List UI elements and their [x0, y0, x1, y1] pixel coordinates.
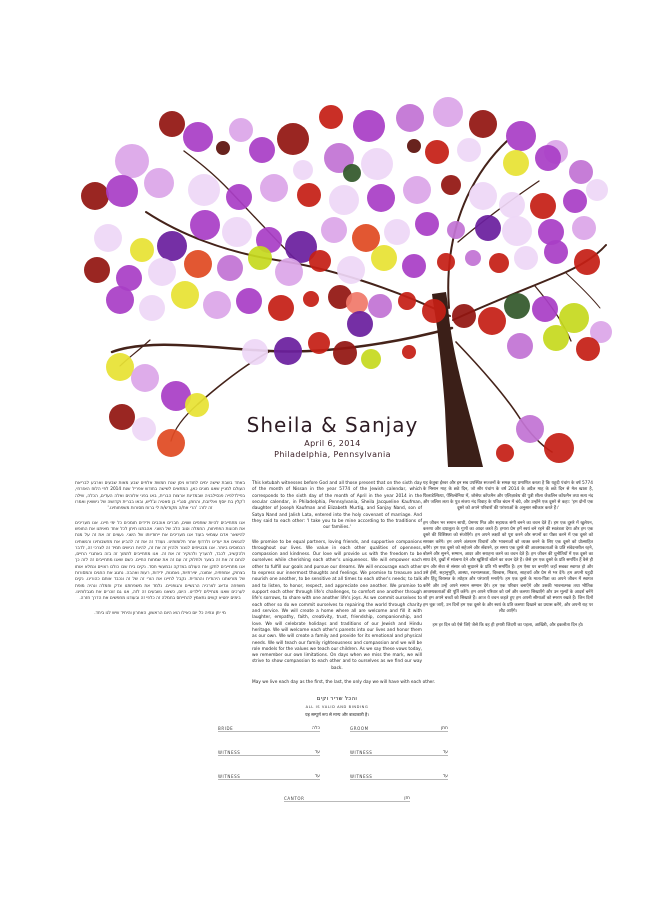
witness-signature-line [218, 746, 320, 756]
witness-label-hebrew: עד [442, 774, 448, 779]
validity-statement-hebrew: והכל שריר וקים [316, 696, 358, 703]
hindi-closing-line: हम हर दिन को ऐसे जिएँ जैसे कि वह ही हमारी जिंदगी का पहला, आखिरी, और इकलौता दिन हो। [432, 623, 584, 629]
validity-statement-hindi: यह सम्पूर्ण रूप से मान्य और बाध्यकारी है। [305, 711, 369, 717]
hindi-paragraph-2: हम जीवन भर समान साथी, प्रेममय मित्र और सहायक संगी बनने का वचन देते हैं। हम एक दूसरे में खुलेपन, करुणा और दयालुता के गुणों का आदर करते हैं। हमारा प्रेम हमें स्वयं बने रहने की स्वतंत्रता देगा और हम एक दूसरे की विशिष्टता को संजोएँगे। हम अपने लक्ष्यों को पूरा करने और सपनों का पीछा करने में एक दूसरे को सशक्त करेंगे। हम अपने अंतरतम विचारों और भावनाओं को व्यक्त करने के लिए एक दूसरे को प्रोत्साहित करेंगे। हम एक दूसरे को सहेजने और सँवारने, हर समय एक दूसरे की आवश्यकताओं के प्रति संवेदनशील रहने, बोलने और सुनने, सम्मान, आदर और सराहना करने का वचन देते हैं। हम जीवन की चुनौतियों में एक दूसरे का साथ देने, दुखों में सांत्वना देने और खुशियाँ बाँटने का वचन देते हैं। जैसे हम एक दूसरे के प्रति समर्पित हैं वैसे ही दान और सेवा से संसार को सुधारने के प्रति भी समर्पित हैं। हम ऐसा घर बनाएँगे जहाँ सबका स्वागत हो और उसे हँसी, सहानुभूति, आस्था, रचनात्मकता, विश्वास, मित्रता, साहचर्य और प्रेम से भर देंगे। हम अपनी यहूदी और हिंदू विरासत के त्योहार और परंपराएँ मनाएँगे। हम एक दूसरे के माता-पिता का अपने जीवन में स्वागत करेंगे और उन्हें अपने समान सम्मान देंगे। हम एक परिवार बनाएँगे और उसकी भावनात्मक तथा भौतिक आवश्यकताओं की पूर्ति करेंगे। हम अपने परिवार को धर्म और करुणा सिखाएँगे और उन मूल्यों के आदर्श बनेंगे जो हम अपने बच्चों को सिखाते हैं। आज ये वचन कहते हुए हम अपनी सीमाओं को स्मरण रखते हैं। जिन दिनों हम चूक जाएँ, उन दिनों हम एक दूसरे के और स्वयं के प्रति करुणा दिखाने का प्रयास करेंगे, और अपनी राह पर लौट आएँगे। [423, 520, 593, 614]
bride-label: BRIDE [218, 726, 234, 731]
hebrew-text-column [75, 481, 245, 617]
hindi-text-column [423, 481, 593, 630]
hebrew-paragraph-2: אנו מתחייבים להיות שותפים שווים, חברים אוהבים וידידים תומכים כל ימי חיינו. אנו מעריכים את תכונות הפתיחות, החמלה וטוב הלב של השני. אהבתנו תיתן לכל אחד מאיתנו את החופש להישאר אדם עצמאי בעוד אנו מעריכים את ייחודיותו של השני. נעצים זה את זה על מנת להגשים את יעדינו ולרדוף אחר חלומותינו. נעודד זה את זה להביע את מחשבותינו ורגשותינו הכמוסים ביותר. אנו מבטיחים לנצור ולהזין זה את זה, להיות רגישים תמיד זה לצרכי זה, לדבר ולהקשיב, לכבד, להעריך ולהוקיר זה את זה. אנו מתחייבים לתמוך זה בזה באתגרי החיים, לנחם זה את זה בצער ולחלוק זה עם זה את שמחות החיים. כשם שאנו מתחייבים זה לזה כך אנו מתחייבים לתקן את העולם בצדקה ובמעשי חסד. נקים בית שבו כולם רצויים ונמלא אותו בצחוק, אמפתיה, אמונה, יצירתיות, נאמנות, ידידות, רעות ואהבה. נחגוג את החגים והמסורות של מורשתנו היהודית וההודית. נקבל לחיינו את הורי זה של זה ונכבד אותם כהורינו. נקים משפחה ונדאג לצרכיה הרגשיים והגופניים. נלמד את משפחתנו צדק וחמלה ונהיה מופת לערכים שאנו מנחילים לילדינו. היום, כשאנו נשבעים זה לזה, אנו גם זוכרים את מגבלותינו. בימים יחטיא קשים נתאמץ להתייחס בחמלה זה כלפי זה ובעודנו מחפשים את הדרך חזרה. [75, 520, 245, 602]
validity-statement-block [252, 695, 422, 718]
witness-label: WITNESS [350, 774, 373, 779]
signature-row-1 [218, 722, 448, 731]
signature-area [218, 716, 448, 806]
groom-label-hebrew: חתן [440, 726, 448, 731]
witness-label: WITNESS [218, 774, 241, 779]
hebrew-closing-line: מי יתן ונחיה כל יום כאילו הוא היום הראשון, האחרון והיחיד שיש לנו ביחד. [94, 610, 226, 616]
title-block [0, 414, 665, 459]
signature-row-3 [218, 770, 448, 779]
couple-names: Sheila & Sanjay [246, 413, 419, 437]
witness-label-hebrew: עד [442, 750, 448, 755]
groom-signature-line [350, 722, 448, 732]
cantor-label-hebrew: חזן [404, 796, 410, 801]
english-closing-line: May we live each day as the first, the last, the only day we will have with each other. [252, 680, 436, 686]
english-paragraph-1: This ketubah witnesses before God and all those present that on the sixth day of the month of Nissan in the year 5774 of the Jewish calendar, which corresponds to the sixth day of the month of April in the year 2014 in the secular calendar, in Philadelphia, Pennsylvania, Sheila Jacqueline Kaufman, daughter of Joseph Kaufman and Elizabeth Murtig, and Sanjay Nand, son of Satya Nand and Jalish Lata, entered into the holy covenant of marriage. And they said to each other: 'I take you to be mine according to the traditions of our families.' [252, 481, 422, 531]
bride-label-hebrew: כלה [312, 726, 320, 731]
signature-row-2 [218, 746, 448, 755]
cantor-signature-line [284, 792, 410, 802]
validity-statement-english: ALL IS VALID AND BINDING [305, 704, 369, 709]
cantor-label: CANTOR [284, 796, 305, 801]
wedding-location: Philadelphia, Pennsylvania [274, 450, 391, 459]
signature-row-cantor [218, 792, 448, 801]
english-text-column [252, 481, 436, 718]
groom-label: GROOM [350, 726, 369, 731]
bride-signature-line [218, 722, 320, 732]
hindi-paragraph-1: यह केतुबा ईश्वर और इन सब उपस्थित सज्जनों के समक्ष यह प्रमाणित करता है कि यहूदी पंचांग के वर्ष 5774 के निसान माह के छठे दिन, जो सौर पंचांग के वर्ष 2014 के अप्रैल माह के छठे दिन से मेल खाता है, फिलाडेल्फिया, पेंसिल्वेनिया में, जोसेफ कॉफमैन और एलिज़ाबेथ की पुत्री शीला जैकलिन कॉफमैन तथा सत्य नंद और जलिश लता के पुत्र संजय नंद विवाह के पवित्र बंधन में बंधे, और उन्होंने एक दूसरे से कहा: 'हम दोनों एक दूसरे को अपने परिवारों की परंपराओं के अनुसार स्वीकार करते हैं।' [423, 481, 593, 512]
witness-signature-line [218, 770, 320, 780]
witness-signature-line [350, 770, 448, 780]
english-paragraph-2: We promise to be equal partners, loving friends, and supportive companions throughout our lives. We value in each other qualities of openness, compassion and kindness. Our love will provide us with the freedom to be ourselves while cherishing each other's uniqueness. We will empower each other to fulfill our goals and pursue our dreams. We will encourage each other to express our innermost thoughts and feelings. We promise to treasure and nourish one another, to be sensitive at all times to each other's needs; to talk and to listen, to honor, respect, and appreciate one another. We promise to support each other through life's challenges, to comfort one another through life's sorrows, to share with one another life's joys. As we commit ourselves to each other so do we commit ourselves to repairing the world through charity and service. We will create a home where all are welcome and fill it with laughter, empathy, faith, creativity, trust, friendship, companionship, and love. We will celebrate holidays and traditions of our Jewish and Hindu heritage. We will welcome each other's parents into our lives and honor them as our own. We will create a family and provide for its emotional and physical needs. We will teach our family righteousness and compassion and we will be role models for the values we teach our children. As we say these vows today, we remember our own limitations. On days when we miss the mark, we will strive to show compassion to each other and to ourselves as we find our way back. [252, 539, 422, 671]
witness-signature-line [350, 746, 448, 756]
witness-label-hebrew: עד [314, 774, 320, 779]
witness-label: WITNESS [218, 750, 241, 755]
witness-label-hebrew: עד [314, 750, 320, 755]
hebrew-paragraph-1: באחד בשבת שישה ימים לחודש ניסן שנת חמשת אלפים שבע מאות שבעים וארבע לבריאת העולם למניין שאנו מונים כאן, המתאים לשישה בחודש אפריל שנת 2014 לפי הלוח האזרחי, בפילדלפיה פנסילבניה שבמדינת ארצות הברית, באו בפני אלוהים ואלה העדים, הכלה, שילה ז'קלין בת יוסף ואליזבת, והחתן, סנג'יי בן סאטיה וג'ליש, ובאו בברית וקדושה של נישואין ואמרו זה לזה: 'הרי את/ה מקודש/ת לי ברוח מסורות משפחותינו.' [75, 481, 246, 512]
wedding-date: April 6, 2014 [304, 439, 361, 448]
witness-label: WITNESS [350, 750, 373, 755]
